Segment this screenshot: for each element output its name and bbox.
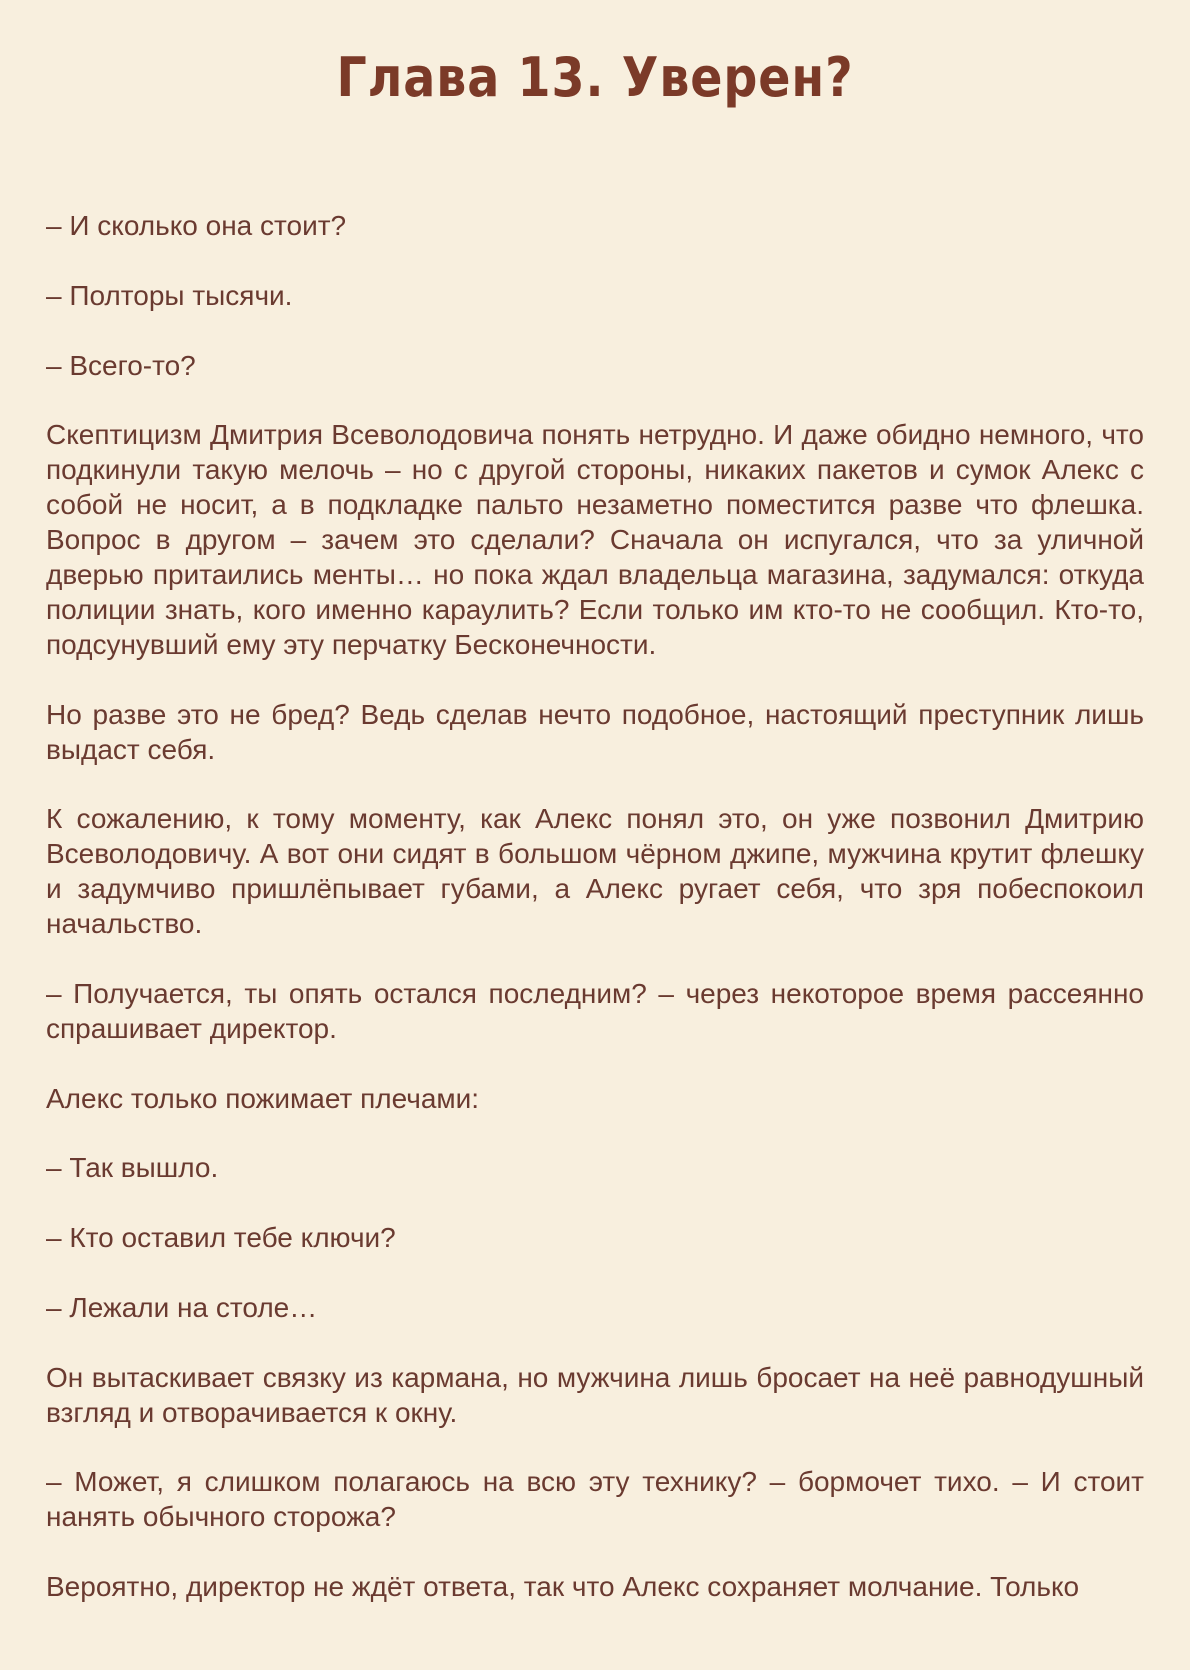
- paragraph: – Всего-то?: [46, 349, 196, 381]
- paragraph: Но разве это не бред? Ведь сделав нечто подобное, настоящий преступник лишь выдаст себя.: [46, 698, 1144, 765]
- paragraph: Скептицизм Дмитрия Всеволодовича понять нетрудно. И даже обидно немного, что подкинули такую мелочь – но с другой стороны, никаких пакетов и сумок Алекс с собой не носит, а в подкладке пальто незаметно поместится разве что флешка. Вопрос в другом – зачем это сделали? Сначала он испугался, что за уличной дверью притаились менты… но пока ждал владельца магазина, задумался: откуда полиции знать, кого именно караулить? Если только им кто-то не сообщил. Кто-то, подсунувший ему эту перчатку Бесконечности.: [46, 419, 1144, 660]
- paragraph: – Получается, ты опять остался последним? – через некоторое время рассеянно спрашивает директор.: [46, 977, 1144, 1044]
- chapter-title: Глава 13. Уверен?: [336, 46, 854, 109]
- paragraph: – Так вышло.: [46, 1152, 219, 1184]
- paragraph: – Может, я слишком полагаюсь на всю эту технику? – бормочет тихо. – И стоит нанять обычного сторожа?: [46, 1466, 1144, 1533]
- paragraph: – Кто оставил тебе ключи?: [46, 1222, 396, 1254]
- paragraph: – И сколько она стоит?: [46, 210, 347, 241]
- chapter-text: [46, 209, 1144, 1640]
- paragraph: Алекс только пожимает плечами:: [46, 1082, 480, 1114]
- paragraph: Вероятно, директор не ждёт ответа, так что Алекс сохраняет молчание. Только: [46, 1571, 1080, 1603]
- paragraph: – Полторы тысячи.: [46, 279, 293, 311]
- paragraph: Он вытаскивает связку из кармана, но мужчина лишь бросает на неё равнодушный взгляд и отворачивается к окну.: [46, 1361, 1144, 1428]
- paragraph: – Лежали на столе…: [46, 1291, 318, 1323]
- paragraph: К сожалению, к тому моменту, как Алекс понял это, он уже позвонил Дмитрию Всеволодовичу. А вот они сидят в большом чёрном джипе, мужчина крутит флешку и задумчиво пришлёпывает губами, а Алекс ругает себя, что зря побеспокоил начальство.: [46, 803, 1144, 940]
